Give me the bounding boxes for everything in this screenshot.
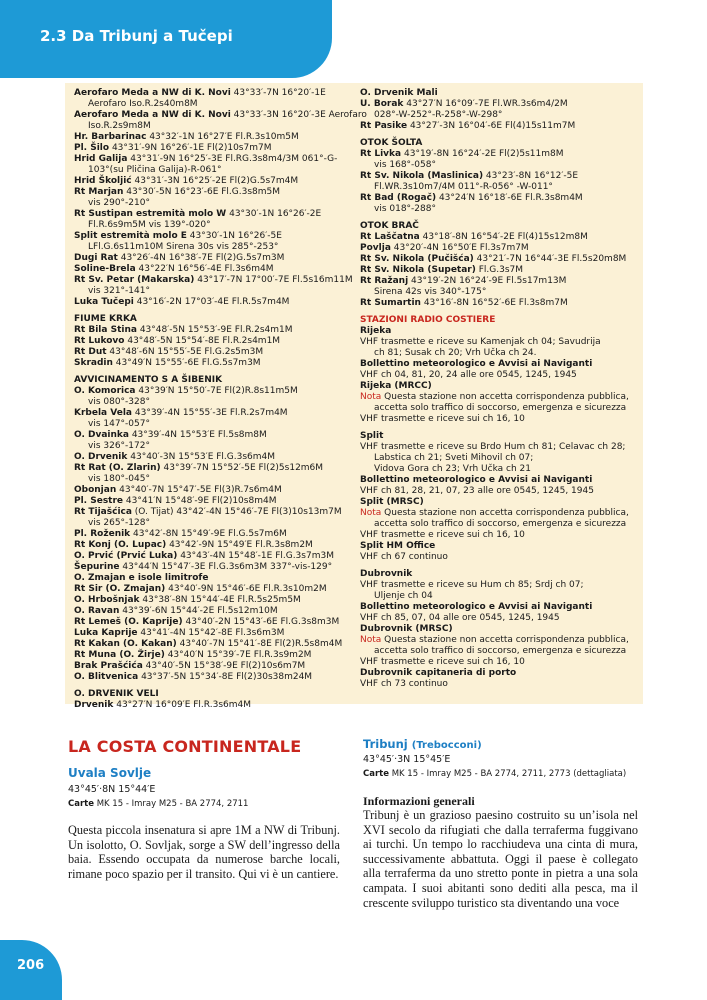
light-line: Brak Prašćića 43°40′-5N 15°38′-9E Fl(2)10s6m7M (74, 661, 306, 671)
light-line: 103°(su Pličina Galija)-R-061° (88, 165, 222, 175)
light-line: Rt Sv. Nikola (Pučišća) 43°21′-7N 16°44′-3E Fl.5s20m8M (360, 254, 627, 264)
light-line: Rt Lukovo 43°48′-5N 15°54′-8E Fl.R.2s4m1M (74, 336, 281, 346)
light-line: Rt Muna (O. Žirje) 43°40′N 15°39′-7E Fl.R.3s9m2M (74, 650, 312, 660)
tribunj-name: Tribunj (363, 737, 408, 751)
radio-heading: Split (360, 431, 384, 441)
light-line: O. Prvić (Prvić Luka) 43°43′-4N 15°48′-1E Fl.G.3s7m3M (74, 551, 334, 561)
light-line: vis 018°-288° (374, 204, 436, 214)
light-name: Rt Sv. Nikola (Supetar) (360, 265, 476, 275)
light-name: Hrid Školjić (74, 176, 132, 186)
radio-line: Vidova Gora ch 23; Vrh Učka ch 21 (374, 464, 531, 474)
light-line: Rt Ražanj 43°19′-2N 16°24′-9E Fl.5s17m13M (360, 276, 567, 286)
radio-line: accetta solo traffico di soccorso, emergenza e sicurezza (374, 403, 627, 413)
radio-line: VHF ch 73 continuo (360, 679, 448, 689)
light-line: Rt Sustipan estremità molo W 43°30′-1N 16°26′-2E (74, 209, 322, 219)
radio-line: VHF trasmette e riceve sui ch 16, 10 (360, 530, 525, 540)
light-name: Skradin (74, 358, 113, 368)
light-heading: O. DRVENIK VELI (74, 689, 159, 699)
light-name: Rt Sv. Petar (Makarska) (74, 275, 195, 285)
light-line: Luka Tučepi 43°16′-2N 17°03′-4E Fl.R.5s7m4M (74, 297, 290, 307)
light-line: Rt Livka 43°19′-8N 16°24′-2E Fl(2)5s11m8M (360, 149, 564, 159)
light-name: Drvenik (74, 700, 114, 710)
tribunj-charts (363, 769, 626, 779)
light-line (74, 573, 356, 584)
radio-line: ch 81; Susak ch 20; Vrh Učka ch 24. (374, 348, 537, 358)
light-name: Rt Muna (O. Žirje) (74, 650, 165, 660)
radio-line: VHF trasmette e riceve su Hum ch 85; Srdj ch 07; (360, 580, 584, 590)
light-name: Split estremità molo E (74, 231, 187, 241)
radio-line: VHF trasmette e riceve sui ch 16, 10 (360, 414, 525, 424)
light-name: Aerofaro Meda a NW di K. Novi (74, 110, 231, 120)
light-line: vis 326°-172° (88, 441, 150, 451)
light-name: Rt Konj (O. Lupac) (74, 540, 167, 550)
radio-line: VHF ch 81, 28, 21, 07, 23 alle ore 0545, 1245, 1945 (360, 486, 594, 496)
light-line: vis 180°-045° (88, 474, 150, 484)
light-line: Rt Rat (O. Zlarin) 43°39′-7N 15°52′-5E Fl(2)5s12m6M (74, 463, 324, 473)
lights-column-right (360, 88, 640, 690)
nota-label: Nota (360, 508, 382, 518)
light-line: vis 168°-058° (374, 160, 436, 170)
light-line: O. Ravan 43°39′-6N 15°44′-2E Fl.5s12m10M (74, 606, 278, 616)
light-name: U. Borak (360, 99, 404, 109)
light-name: Povlja (360, 243, 391, 253)
light-name: O. Zmajan e isole limitrofe (74, 573, 209, 583)
light-line: O. Komorica 43°39′N 15°50′-7E Fl(2)R.8s11m5M (74, 386, 298, 396)
light-heading: FIUME KRKA (74, 314, 137, 324)
light-name: Pl. Sestre (74, 496, 124, 506)
page-number: 206 (17, 958, 45, 973)
radio-line: Nota Questa stazione non accetta corrispondenza pubblica, (360, 508, 629, 518)
radio-stations-list (360, 326, 640, 690)
light-name: Pl. Roženik (74, 529, 131, 539)
light-name: Rt Rat (O. Zlarin) (74, 463, 161, 473)
light-line: Rt Sv. Petar (Makarska) 43°17′-7N 17°00′-7E Fl.5s16m11M (74, 275, 353, 285)
light-line: Rt Bad (Rogač) 43°24′N 16°18′-6E Fl.R.3s8m4M (360, 193, 583, 203)
light-line: O. Drvenik 43°40′-3N 15°53′E Fl.G.3s6m4M (74, 452, 276, 462)
radio-line: Labstica ch 21; Sveti Mihovil ch 07; (374, 453, 534, 463)
light-line: Hrid Galija 43°31′-9N 16°25′-3E Fl.RG.3s8m4/3M 061°-G- (74, 154, 338, 164)
light-name: Rt Bila Stina (74, 325, 137, 335)
light-line: O. Dvainka 43°39′-4N 15°53′E Fl.5s8m8M (74, 430, 267, 440)
light-line: Šepurine 43°44′N 15°47′-3E Fl.G.3s6m3M 337°-vis-129° (74, 562, 333, 572)
light-line: vis 147°-057° (88, 419, 150, 429)
radio-stations-heading: STAZIONI RADIO COSTIERE (360, 315, 496, 325)
light-name: Rt Marjan (74, 187, 124, 197)
radio-heading: Dubrovnik capitaneria di porto (360, 668, 517, 678)
light-line: vis 290°-210° (88, 198, 150, 208)
light-name: Rt Sustipan estremità molo W (74, 209, 227, 219)
light-name: Rt Lukovo (74, 336, 125, 346)
uvala-charts (68, 799, 248, 809)
light-name: O. Hrbošnjak (74, 595, 140, 605)
light-line: Sirena 42s vis 340°-175° (374, 287, 487, 297)
radio-heading: Bollettino meteorologico e Avvisi ai Naviganti (360, 602, 593, 612)
radio-heading: Dubrovnik (MRSC) (360, 624, 453, 634)
radio-line: Nota Questa stazione non accetta corrispondenza pubblica, (360, 635, 629, 645)
light-line: Hrid Školjić 43°31′-3N 16°25′-2E Fl(2)G.5s7m4M (74, 176, 299, 186)
tribunj-charts-list: MK 15 - Imray M25 - BA 2774, 2711, 2773 (dettagliata) (389, 769, 627, 779)
light-line: Rt Dut 43°48′-6N 15°55′-5E Fl.G.2s5m3M (74, 347, 264, 357)
light-line: Fl.WR.3s10m7/4M 011°-R-056° -W-011° (374, 182, 553, 192)
radio-line: Uljenje ch 04 (374, 591, 433, 601)
light-name: Hrid Galija (74, 154, 128, 164)
light-name: Luka Tučepi (74, 297, 134, 307)
light-line: Rt Laščatna 43°18′-8N 16°54′-2E Fl(4)15s12m8M (360, 232, 588, 242)
light-line: Rt Sv. Nikola (Supetar) Fl.G.3s7M (360, 265, 523, 275)
radio-heading: Split HM Office (360, 541, 436, 551)
light-line: Luka Kaprije 43°41′-4N 15°42′-8E Fl.3s6m3M (74, 628, 285, 638)
light-line: O. Blitvenica 43°37′-5N 15°34′-8E Fl(2)30s38m24M (74, 672, 313, 682)
light-line: Rt Sir (O. Zmajan) 43°40′-9N 15°46′-6E Fl.R.3s10m2M (74, 584, 327, 594)
light-name: Rt Sv. Nikola (Pučišća) (360, 254, 474, 264)
radio-line: VHF trasmette e riceve su Kamenjak ch 04; Savudrija (360, 337, 601, 347)
light-name: Rt Livka (360, 149, 402, 159)
radio-heading: Split (MRSC) (360, 497, 424, 507)
light-name: Hr. Barbarinac (74, 132, 147, 142)
light-name: Rt Tijašćica (74, 507, 132, 517)
light-name: Rt Sir (O. Zmajan) (74, 584, 166, 594)
light-heading: OTOK ŠOLTA (360, 138, 423, 148)
uvala-body: Questa piccola insenatura si apre 1M a NW di Tribunj. Un isolotto, O. Sovljak, sorge a SW dell’ingresso della baia. Essendo occupata da numerose barche locali, rimane poco spazio per il transito. Qui vi è un cantiere. (68, 823, 340, 881)
light-name: O. Drvenik (74, 452, 128, 462)
light-line: Rt Sumartin 43°16′-8N 16°52′-6E Fl.3s8m7M (360, 298, 568, 308)
light-line: O. Hrbošnjak 43°38′-8N 15°44′-4E Fl.R.5s25m5M (74, 595, 301, 605)
light-line: Rt Bila Stina 43°48′-5N 15°53′-9E Fl.R.2s4m1M (74, 325, 293, 335)
light-name: Krbela Vela (74, 408, 132, 418)
radio-line: Nota Questa stazione non accetta corrispondenza pubblica, (360, 392, 629, 402)
uvala-sovlje-title: Uvala Sovlje (68, 766, 152, 780)
light-line: vis 321°-141° (88, 286, 150, 296)
light-line: 028°-W-252°-R-258°-W-298° (374, 110, 503, 120)
lights-box (65, 83, 643, 710)
light-name: Rt Ražanj (360, 276, 409, 286)
light-name: Aerofaro Meda a NW di K. Novi (74, 88, 231, 98)
radio-heading: Bollettino meteorologico e Avvisi ai Naviganti (360, 475, 593, 485)
light-name: Rt Sv. Nikola (Maslinica) (360, 171, 484, 181)
tribunj-body: Tribunj è un grazioso paesino costruito su un’isola nel XVI secolo da rifugiati che dalla terraferma fuggivano ai turchi. Un tempo lo racchiudeva una cinta di mura, successivamente abbattuta. Oggi il paese è collegato alla terraferma da uno stretto ponte in pietra a una sola campata. I suoi abitanti sono dediti alla pesca, ma il crescente sviluppo turistico sta diventando una voce (363, 808, 638, 910)
light-name: Rt Sumartin (360, 298, 421, 308)
radio-line: accetta solo traffico di soccorso, emergenza e sicurezza (374, 646, 627, 656)
light-name: Obonjan (74, 485, 117, 495)
light-name: Luka Kaprije (74, 628, 138, 638)
light-line: U. Borak 43°27′N 16°09′-7E Fl.WR.3s6m4/2M (360, 99, 568, 109)
charts-label: Carte (363, 769, 389, 779)
light-line: Pl. Šilo 43°31′-9N 16°26′-1E Fl(2)10s7m7M (74, 143, 272, 153)
light-name: Rt Kakan (O. Kakan) (74, 639, 177, 649)
info-heading: Informazioni generali (363, 794, 475, 808)
nota-label: Nota (360, 392, 382, 402)
light-name: Soline-Brela (74, 264, 136, 274)
uvala-coords: 43°45′·8N 15°44′E (68, 784, 156, 795)
light-line: Rt Marjan 43°30′-5N 16°23′-6E Fl.G.3s8m5M (74, 187, 281, 197)
light-name: Rt Laščatna (360, 232, 420, 242)
light-line: Rt Sv. Nikola (Maslinica) 43°23′-8N 16°12′-5E (360, 171, 579, 181)
radio-heading: Bollettino meteorologico e Avvisi ai Naviganti (360, 359, 593, 369)
light-line: Split estremità molo E 43°30′-1N 16°26′-5E (74, 231, 282, 241)
light-line: Pl. Roženik 43°42′-8N 15°49′-9E Fl.G.5s7m6M (74, 529, 287, 539)
radio-line: VHF ch 04, 81, 20, 24 alle ore 0545, 1245, 1945 (360, 370, 577, 380)
section-title: LA COSTA CONTINENTALE (68, 737, 302, 756)
light-line: Aerofaro Iso.R.2s40m8M (88, 99, 198, 109)
light-name: O. Dvainka (74, 430, 129, 440)
radio-line: VHF ch 85, 07, 04 alle ore 0545, 1245, 1945 (360, 613, 560, 623)
light-line: Rt Lemeš (O. Kaprije) 43°40′-2N 15°43′-6E Fl.G.3s8m3M (74, 617, 340, 627)
chapter-title: 2.3 Da Tribunj a Tučepi (40, 27, 233, 45)
light-name: Rt Lemeš (O. Kaprije) (74, 617, 183, 627)
light-name: Šepurine (74, 562, 120, 572)
charts-label: Carte (68, 799, 94, 809)
light-name: Dugi Rat (74, 253, 118, 263)
light-line: Drvenik 43°27′N 16°09′E Fl.R.3s6m4M (74, 700, 251, 710)
light-line: Rt Konj (O. Lupac) 43°42′-9N 15°49′E Fl.R.3s8m2M (74, 540, 313, 550)
light-line: Fl.R.6s9m5M vis 139°-020° (88, 220, 211, 230)
radio-heading: Dubrovnik (360, 569, 413, 579)
light-line: vis 080°-328° (88, 397, 150, 407)
radio-heading: Rijeka (360, 326, 392, 336)
light-heading: OTOK BRAČ (360, 221, 419, 231)
nota-label: Nota (360, 635, 382, 645)
light-name: O. Komorica (74, 386, 136, 396)
light-line: Obonjan 43°40′-7N 15°47′-5E Fl(3)R.7s6m4M (74, 485, 282, 495)
light-line: Aerofaro Meda a NW di K. Novi 43°33′-3N 16°20′-3E Aerofaro (74, 110, 367, 120)
radio-heading: Rijeka (MRCC) (360, 381, 432, 391)
light-name: Rt Bad (Rogač) (360, 193, 437, 203)
light-line: Rt Pasike 43°27′-3N 16°04′-6E Fl(4)15s11m7M (360, 121, 576, 131)
radio-line: VHF trasmette e riceve sui ch 16, 10 (360, 657, 525, 667)
light-line: Pl. Sestre 43°41′N 15°48′-9E Fl(2)10s8m4M (74, 496, 277, 506)
radio-line: accetta solo traffico di soccorso, emergenza e sicurezza (374, 519, 627, 529)
light-line: Hr. Barbarinac 43°32′-1N 16°27′E Fl.R.3s10m5M (74, 132, 299, 142)
light-name: Pl. Šilo (74, 143, 110, 153)
tribunj-coords: 43°45′·3N 15°45′E (363, 754, 451, 765)
light-name: Rt Pasike (360, 121, 408, 131)
light-name: O. Ravan (74, 606, 120, 616)
light-line: Rt Kakan (O. Kakan) 43°40′-7N 15°41′-8E Fl(2)R.5s8m4M (74, 639, 343, 649)
light-line: Dugi Rat 43°26′-4N 16°38′-7E Fl(2)G.5s7m3M (74, 253, 285, 263)
light-name: O. Prvić (Prvić Luka) (74, 551, 178, 561)
light-line: Krbela Vela 43°39′-4N 15°55′-3E Fl.R.2s7m4M (74, 408, 288, 418)
light-line: Aerofaro Meda a NW di K. Novi 43°33′-7N 16°20′-1E (74, 88, 326, 98)
uvala-charts-list: MK 15 - Imray M25 - BA 2774, 2711 (94, 799, 249, 809)
light-line: vis 265°-128° (88, 518, 150, 528)
lights-column-left (74, 88, 367, 711)
tribunj-title (363, 737, 482, 751)
lights-list-right (360, 88, 640, 309)
light-line: Povlja 43°20′-4N 16°50′E Fl.3s7m7M (360, 243, 529, 253)
light-name: Rt Dut (74, 347, 107, 357)
radio-line: VHF trasmette e riceve su Brdo Hum ch 81; Celavac ch 28; (360, 442, 626, 452)
light-heading: AVVICINAMENTO S A ŠIBENIK (74, 375, 223, 385)
light-name: Brak Prašćića (74, 661, 143, 671)
light-line: Iso.R.2s9m8M (88, 121, 151, 131)
light-heading: O. Drvenik Mali (360, 88, 438, 98)
tribunj-alt-name: (Trebocconi) (411, 740, 482, 751)
light-name: O. Blitvenica (74, 672, 139, 682)
light-line: Soline-Brela 43°22′N 16°56′-4E Fl.3s6m4M (74, 264, 274, 274)
light-line: LFl.G.6s11m10M Sirena 30s vis 285°-253° (88, 242, 279, 252)
radio-line: VHF ch 67 continuo (360, 552, 448, 562)
light-line: Rt Tijašćica (O. Tijat) 43°42′-4N 15°46′-7E Fl(3)10s13m7M (74, 507, 342, 517)
light-line: Skradin 43°49′N 15°55′-6E Fl.G.5s7m3M (74, 358, 261, 368)
